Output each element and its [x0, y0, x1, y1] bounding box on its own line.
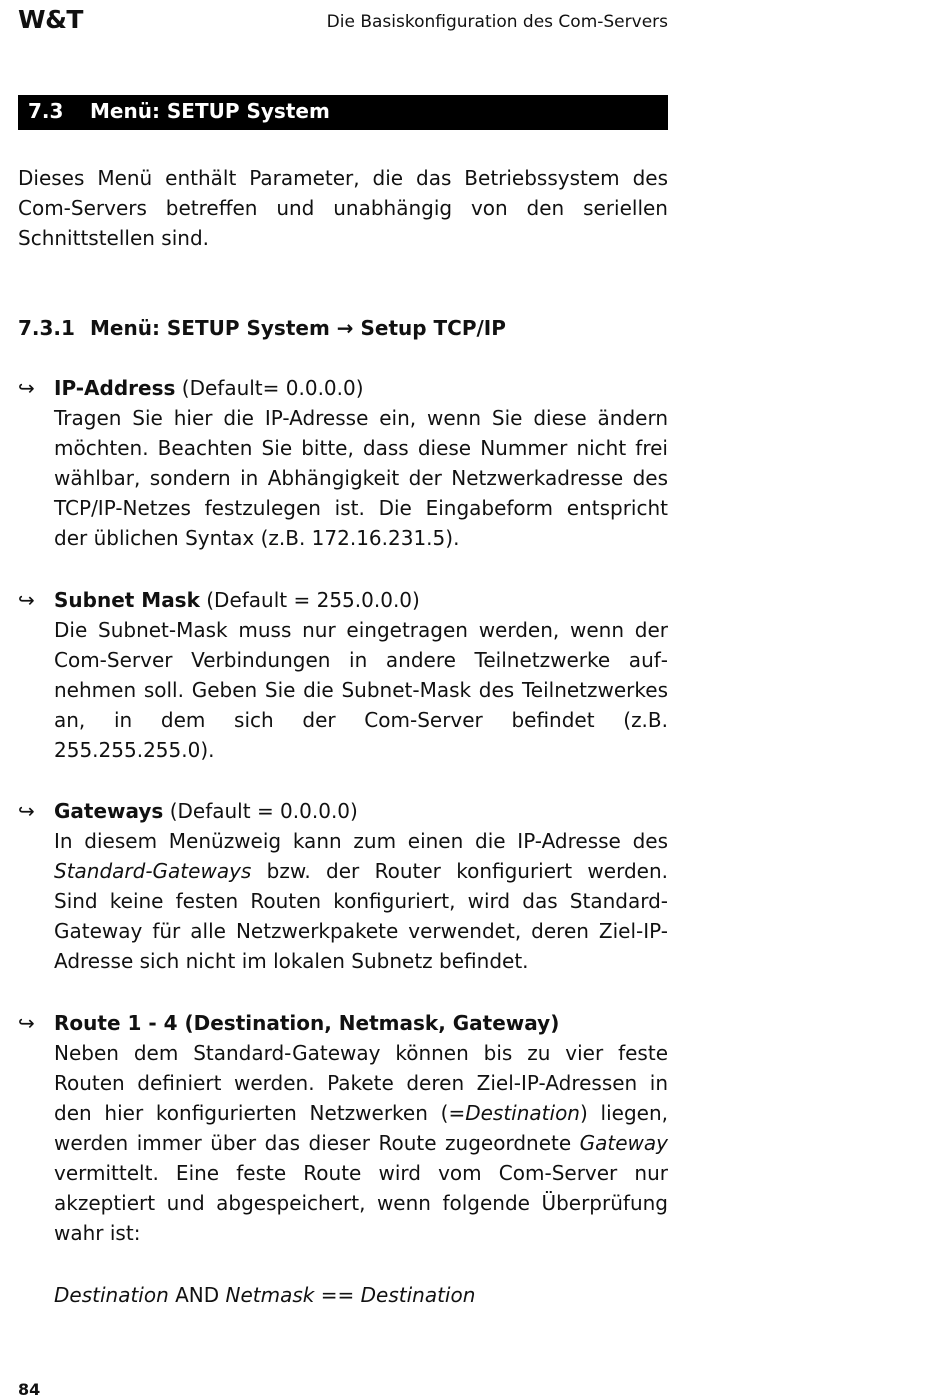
desc-text: In diesem Menüzweig kann zum einen die IP-Adresse des [54, 829, 668, 853]
hook-arrow-icon: ↪ [18, 588, 35, 612]
subsection-number: 7.3.1 [18, 316, 75, 340]
parameter-description: Tragen Sie hier die IP-Adresse ein, wenn Sie diese ändern möchten. Beachten Sie bitte, dass diese Nummer nicht frei wählbar, sondern in Abhängigkeit der Netzwerkadresse des TCP/IP-Netzes festzulegen ist. Die Eingabeform entspricht der üblichen Syntax (z.B. 172.16.231.5). [54, 406, 668, 550]
hook-arrow-icon: ↪ [18, 799, 35, 823]
subsection-title: Menü: SETUP System → Setup TCP/IP [90, 316, 506, 340]
parameter-ip-address [18, 373, 668, 553]
formula-operator: AND [168, 1283, 226, 1307]
formula-operator: == [314, 1283, 361, 1307]
section-heading [18, 95, 668, 130]
brand-logo: W&T [18, 5, 83, 34]
desc-emphasis: Gateway [579, 1131, 668, 1155]
section-number: 7.3 [28, 99, 64, 123]
formula-term: Destination [360, 1283, 476, 1307]
parameter-name: Gateways [54, 799, 164, 823]
hook-arrow-icon: ↪ [18, 376, 35, 400]
parameter-title [54, 373, 668, 403]
desc-text: Neben dem Standard-Gateway können bis zu vier feste Routen definiert werden. Pakete deren Ziel-IP-Adressen in den hier konfigurierten Netzwerken (= [54, 1041, 668, 1125]
parameter-title [54, 1008, 668, 1038]
parameter-routes [18, 1008, 668, 1248]
desc-emphasis: Standard-Gateways [54, 859, 252, 883]
formula-term: Netmask [225, 1283, 315, 1307]
desc-emphasis: Destination [465, 1101, 580, 1125]
page-number: 84 [18, 1380, 41, 1399]
route-check-formula [54, 1280, 475, 1310]
parameter-gateways [18, 796, 668, 976]
parameter-title [54, 585, 668, 615]
desc-text: bzw. der Router konfiguriert werden. Sind keine festen Routen konfiguriert, wird das Standard-Gateway für alle Netzwerkpakete verwendet, deren Ziel-IP-Adresse sich nicht im lokalen Subnetz befindet. [54, 859, 668, 973]
parameter-title [54, 796, 668, 826]
formula-term: Destination [54, 1283, 169, 1307]
desc-text: vermittelt. Eine feste Route wird vom Com-Server nur akzeptiert und abgespeichert, wenn folgende Überprüfung wahr ist: [54, 1161, 668, 1245]
section-title: Menü: SETUP System [90, 99, 330, 123]
parameter-name: Subnet Mask [54, 588, 200, 612]
parameter-description [54, 826, 668, 976]
desc-text: ) liegen, werden immer über das dieser Route zugeordnete [54, 1101, 668, 1155]
parameter-default: (Default= 0.0.0.0) [181, 376, 364, 400]
subsection-heading [18, 313, 506, 343]
hook-arrow-icon: ↪ [18, 1011, 35, 1035]
intro-paragraph: Dieses Menü enthält Parameter, die das Betriebssystem des Com-Servers betreffen und unabhängig von den seriellen Schnittstellen sind. [18, 166, 668, 250]
parameter-name: IP-Address [54, 376, 176, 400]
running-header: Die Basiskonfiguration des Com-Servers [326, 12, 668, 32]
parameter-description: Die Subnet-Mask muss nur eingetragen werden, wenn der Com-Server Verbindungen in andere Teilnetzwerke aufnehmen soll. Geben Sie die Subnet-Mask des Teilnetzwerkes an, in dem sich der Com-Server befindet (z.B. 255.255.255.0). [54, 618, 668, 762]
parameter-description [54, 1038, 668, 1248]
parameter-subnet-mask [18, 585, 668, 765]
parameter-name: Route 1 - 4 (Destination, Netmask, Gateway) [54, 1011, 560, 1035]
parameter-default: (Default = 0.0.0.0) [169, 799, 358, 823]
parameter-default: (Default = 255.0.0.0) [206, 588, 420, 612]
